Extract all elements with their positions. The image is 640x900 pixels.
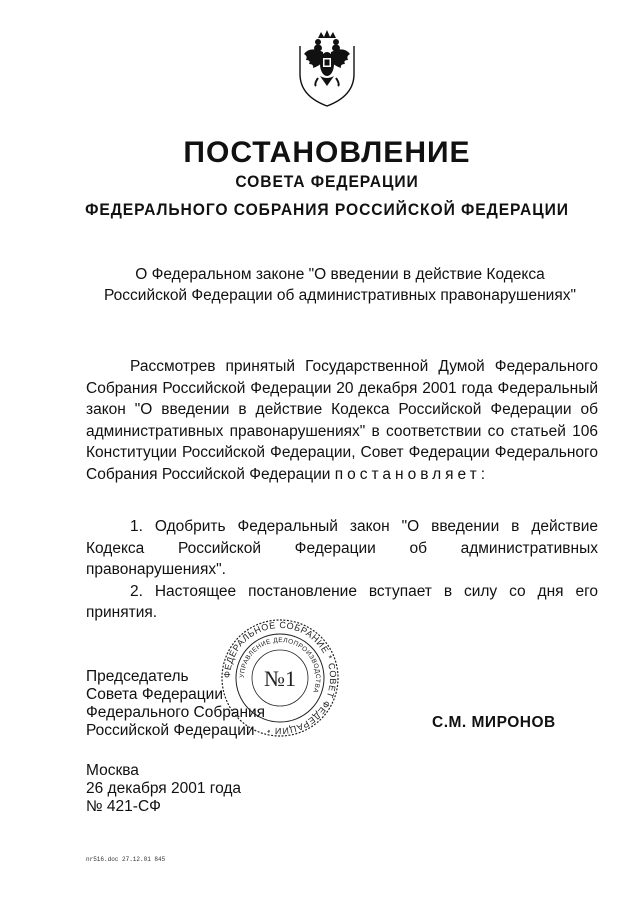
document-number: № 421-СФ [86,798,161,815]
position-line-4: Российской Федерации [86,722,255,739]
issuing-body-line2: ФЕДЕРАЛЬНОГО СОБРАНИЯ РОССИЙСКОЙ ФЕДЕРАЦИИ [85,200,569,219]
decree-item-1: 1. Одобрить Федеральный закон "О введении в действие Кодекса Российской Федерации об административных правонарушениях". [86,518,598,578]
date: 26 декабря 2001 года [86,780,242,797]
file-metadata: nr516.doc 27.12.01 845 [86,856,166,863]
position-line-3: Федерального Собрания [86,704,266,721]
coat-of-arms-emblem [296,28,358,108]
document-subject [60,264,620,306]
decree-word: постановляет: [334,465,490,483]
position-line-1: Председатель [86,668,189,685]
preamble-text: Рассмотрев принятый Государственной Думой Федерального Собрания Российской Федерации 20 декабря 2001 года Федеральный закон "О введении в действие Кодекса Российской Федерации об административных правонарушениях" в соответствии со статьей 106 Конституции Российской Федерации, Совет Федерации Федерального Собрания Российской Федерации [86,358,598,483]
subject-line2: Российской Федерации об административных правонарушениях" [104,287,576,304]
decree-items [86,516,598,624]
city: Москва [86,762,139,779]
subject-line1: О Федеральном законе "О введении в действие Кодекса [135,266,545,283]
preamble-paragraph [86,356,598,485]
signatory-position [86,668,265,740]
document-title: ПОСТАНОВЛЕНИЕ [183,136,471,169]
stamp-number: №1 [264,666,296,691]
place-and-date [86,762,241,816]
stamp-inner-text: УПРАВЛЕНИЕ ДЕЛОПРОИЗВОДСТВА [238,636,322,694]
stamp-outer-text: ФЕДЕРАЛЬНОЕ СОБРАНИЕ * СОВЕТ ФЕДЕРАЦИИ * [221,619,339,737]
position-line-2: Совета Федерации [86,686,223,703]
signatory-name: С.М. МИРОНОВ [432,714,556,731]
issuing-body-line1: СОВЕТА ФЕДЕРАЦИИ [235,172,419,191]
decree-item-2: 2. Настоящее постановление вступает в силу со дня его принятия. [86,582,598,621]
